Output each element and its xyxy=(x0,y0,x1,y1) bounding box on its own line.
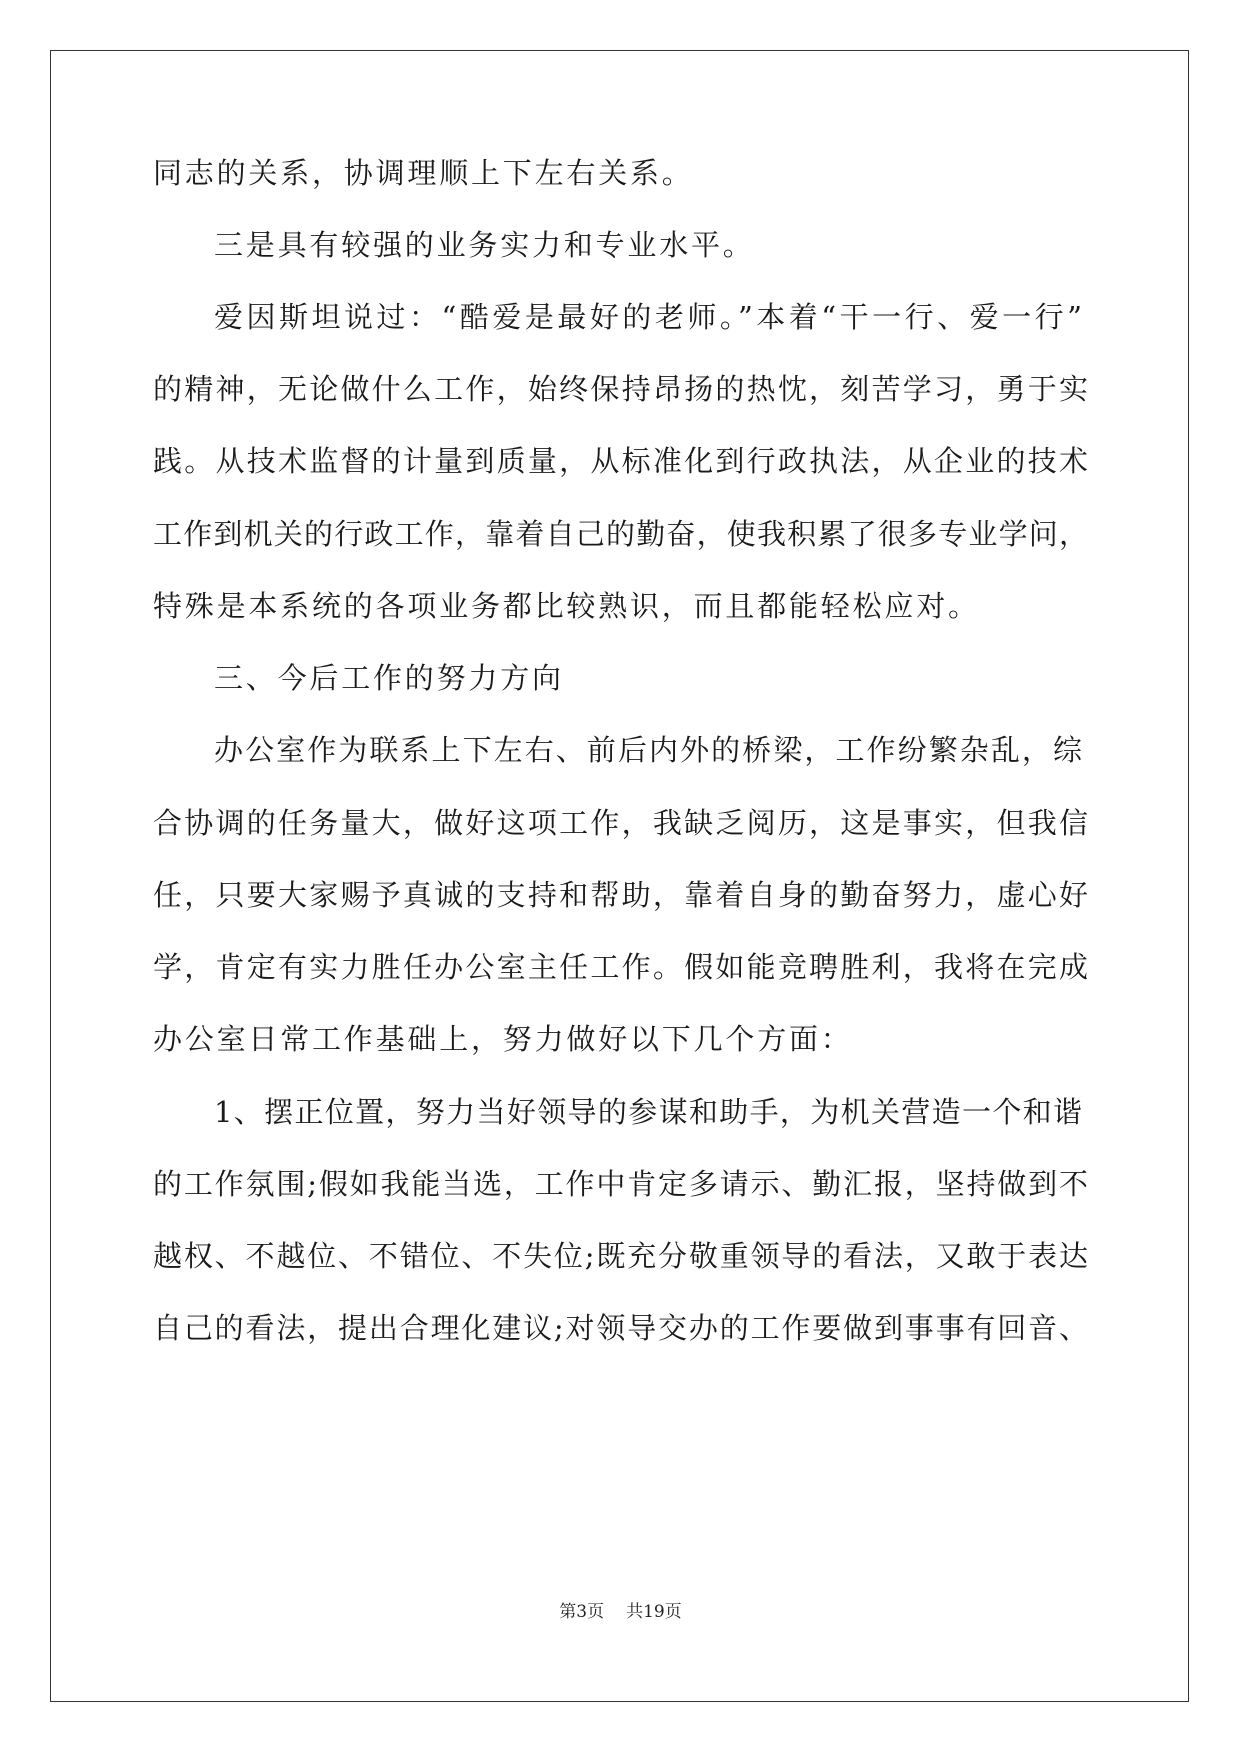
text-line-11: 任，只要大家赐予真诚的支持和帮助，靠着自身的勤奋努力，虚心好 xyxy=(153,878,1088,912)
text-line-4: 的精神，无论做什么工作，始终保持昂扬的热忱，刻苦学习，勇于实 xyxy=(153,372,1088,406)
text-line-16: 越权、不越位、不错位、不失位;既充分敬重领导的看法，又敢于表达 xyxy=(153,1239,1088,1273)
page-number: 第3页 xyxy=(559,1602,605,1622)
text-line-5: 践。从技术监督的计量到质量，从标准化到行政执法，从企业的技术 xyxy=(153,444,1088,478)
text-line-3: 爱因斯坦说过：“酷爱是最好的老师。”本着“干一行、爱一行” xyxy=(214,300,1082,334)
text-line-7: 特殊是本系统的各项业务都比较熟识，而且都能轻松应对。 xyxy=(153,589,980,623)
text-line-12: 学，肯定有实力胜任办公室主任工作。假如能竞聘胜利，我将在完成 xyxy=(153,950,1088,984)
text-line-2: 三是具有较强的业务实力和专业水平。 xyxy=(214,228,755,262)
page-total: 共19页 xyxy=(626,1602,682,1622)
text-line-6: 工作到机关的行政工作，靠着自己的勤奋，使我积累了很多专业学问， xyxy=(153,517,1088,551)
section-heading: 三、今后工作的努力方向 xyxy=(214,661,564,695)
page-footer xyxy=(0,1600,1241,1624)
text-line-10: 合协调的任务量大，做好这项工作，我缺乏阅历，这是事实，但我信 xyxy=(153,806,1088,840)
text-line-17: 自己的看法，提出合理化建议;对领导交办的工作要做到事事有回音、 xyxy=(153,1311,1088,1345)
text-line-1: 同志的关系，协调理顺上下左右关系。 xyxy=(153,156,694,190)
text-line-14: 1、摆正位置，努力当好领导的参谋和助手，为机关营造一个和谐 xyxy=(214,1095,1082,1129)
text-line-15: 的工作氛围;假如我能当选，工作中肯定多请示、勤汇报，坚持做到不 xyxy=(153,1167,1088,1201)
text-line-9: 办公室作为联系上下左右、前后内外的桥梁，工作纷繁杂乱，综 xyxy=(214,733,1082,767)
text-line-13: 办公室日常工作基础上，努力做好以下几个方面： xyxy=(153,1022,853,1056)
